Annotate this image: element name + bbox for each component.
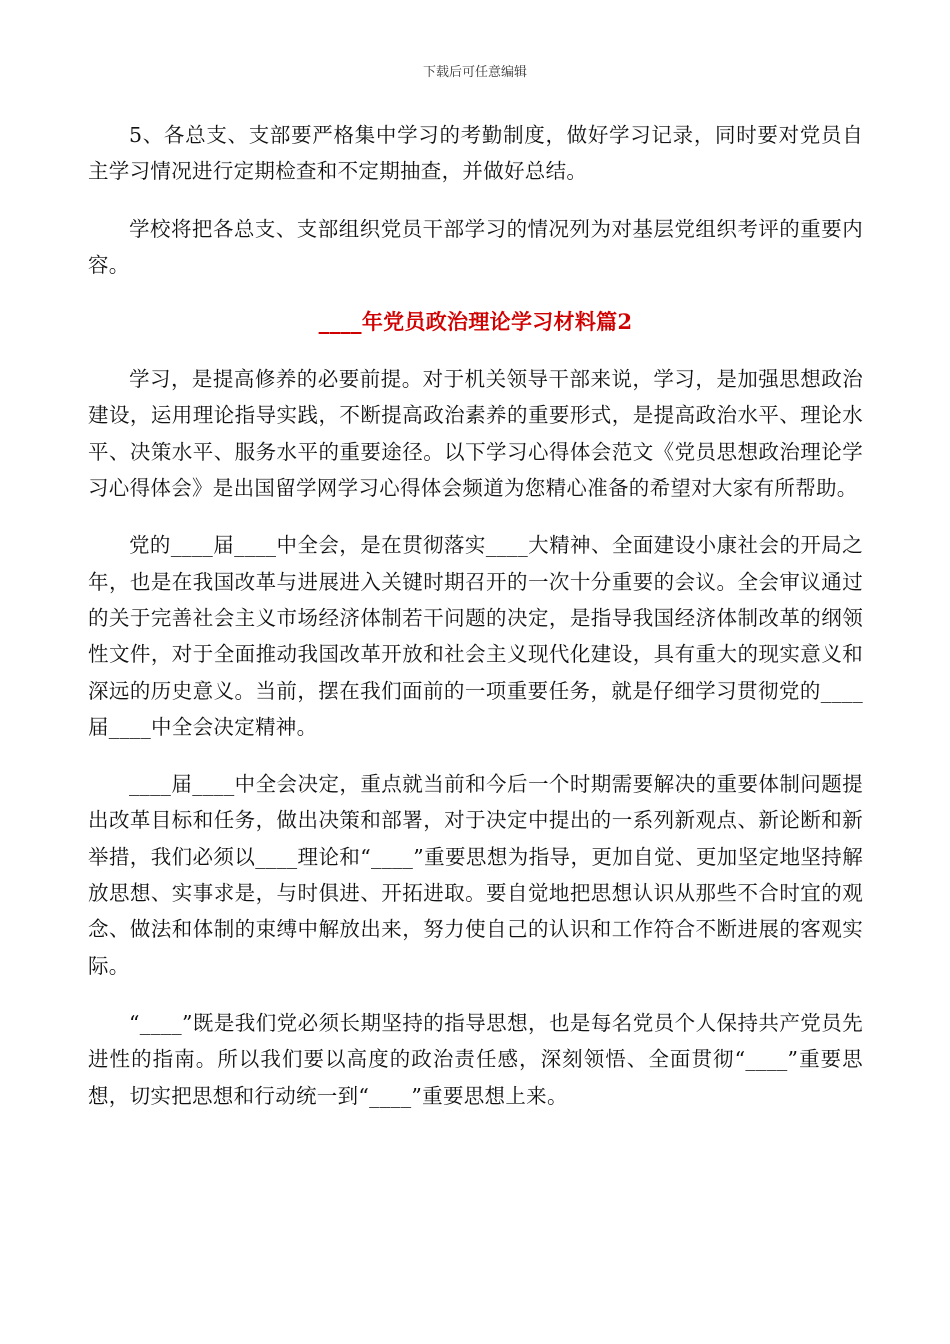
paragraph-evaluation: 学校将把各总支、支部组织党员干部学习的情况列为对基层党组织考评的重要内容。 xyxy=(88,216,863,277)
document-body xyxy=(88,117,863,1135)
paragraph-plenary-session: 党的____届____中全会，是在贯彻落实____大精神、全面建设小康社会的开局之年，也是在我国改革与进展进入关键时期召开的一次十分重要的会议。全会审议通过的关于完善社会主义市场经济体制若干问题的决定，是指导我国经济体制改革的纲领性文件，对于全面推动我国改革开放和社会主义现代化建设，具有重大的现实意义和深远的历史意义。当前，摆在我们面前的一项重要任务，就是仔细学习贯彻党的____届____中全会决定精神。 xyxy=(88,533,863,739)
page-header-note: 下载后可任意编辑 xyxy=(422,65,527,80)
paragraph-attendance-rule: 5、各总支、支部要严格集中学习的考勤制度，做好学习记录，同时要对党员自主学习情况进行定期检查和不定期抽查，并做好总结。 xyxy=(88,123,863,184)
paragraph-plenary-decision: ____届____中全会决定，重点就当前和今后一个时期需要解决的重要体制问题提出改革目标和任务，做出决策和部署，对于决定中提出的一系列新观点、新论断和新举措，我们必须以____理论和“____”重要思想为指导，更加自觉、更加坚定地坚持解放思想、实事求是，与时俱进、开拓进取。要自觉地把思想认识从那些不合时宜的观念、做法和体制的束缚中解放出来，努力使自己的认识和工作符合不断进展的客观实际。 xyxy=(88,772,863,978)
paragraph-guiding-thought: “____”既是我们党必须长期坚持的指导思想，也是每名党员个人保持共产党员先进性的指南。所以我们要以高度的政治责任感，深刻领悟、全面贯彻“____”重要思想，切实把思想和行动统一到“____”重要思想上来。 xyxy=(88,1010,863,1108)
section-title: ____年党员政治理论学习材料篇2 xyxy=(318,309,633,335)
paragraph-learning-intro: 学习，是提高修养的必要前提。对于机关领导干部来说，学习，是加强思想政治建设，运用理论指导实践，不断提高政治素养的重要形式，是提高政治水平、理论水平、决策水平、服务水平的重要途径。以下学习心得体会范文《党员思想政治理论学习心得体会》是出国留学网学习心得体会频道为您精心准备的希望对大家有所帮助。 xyxy=(88,367,863,501)
